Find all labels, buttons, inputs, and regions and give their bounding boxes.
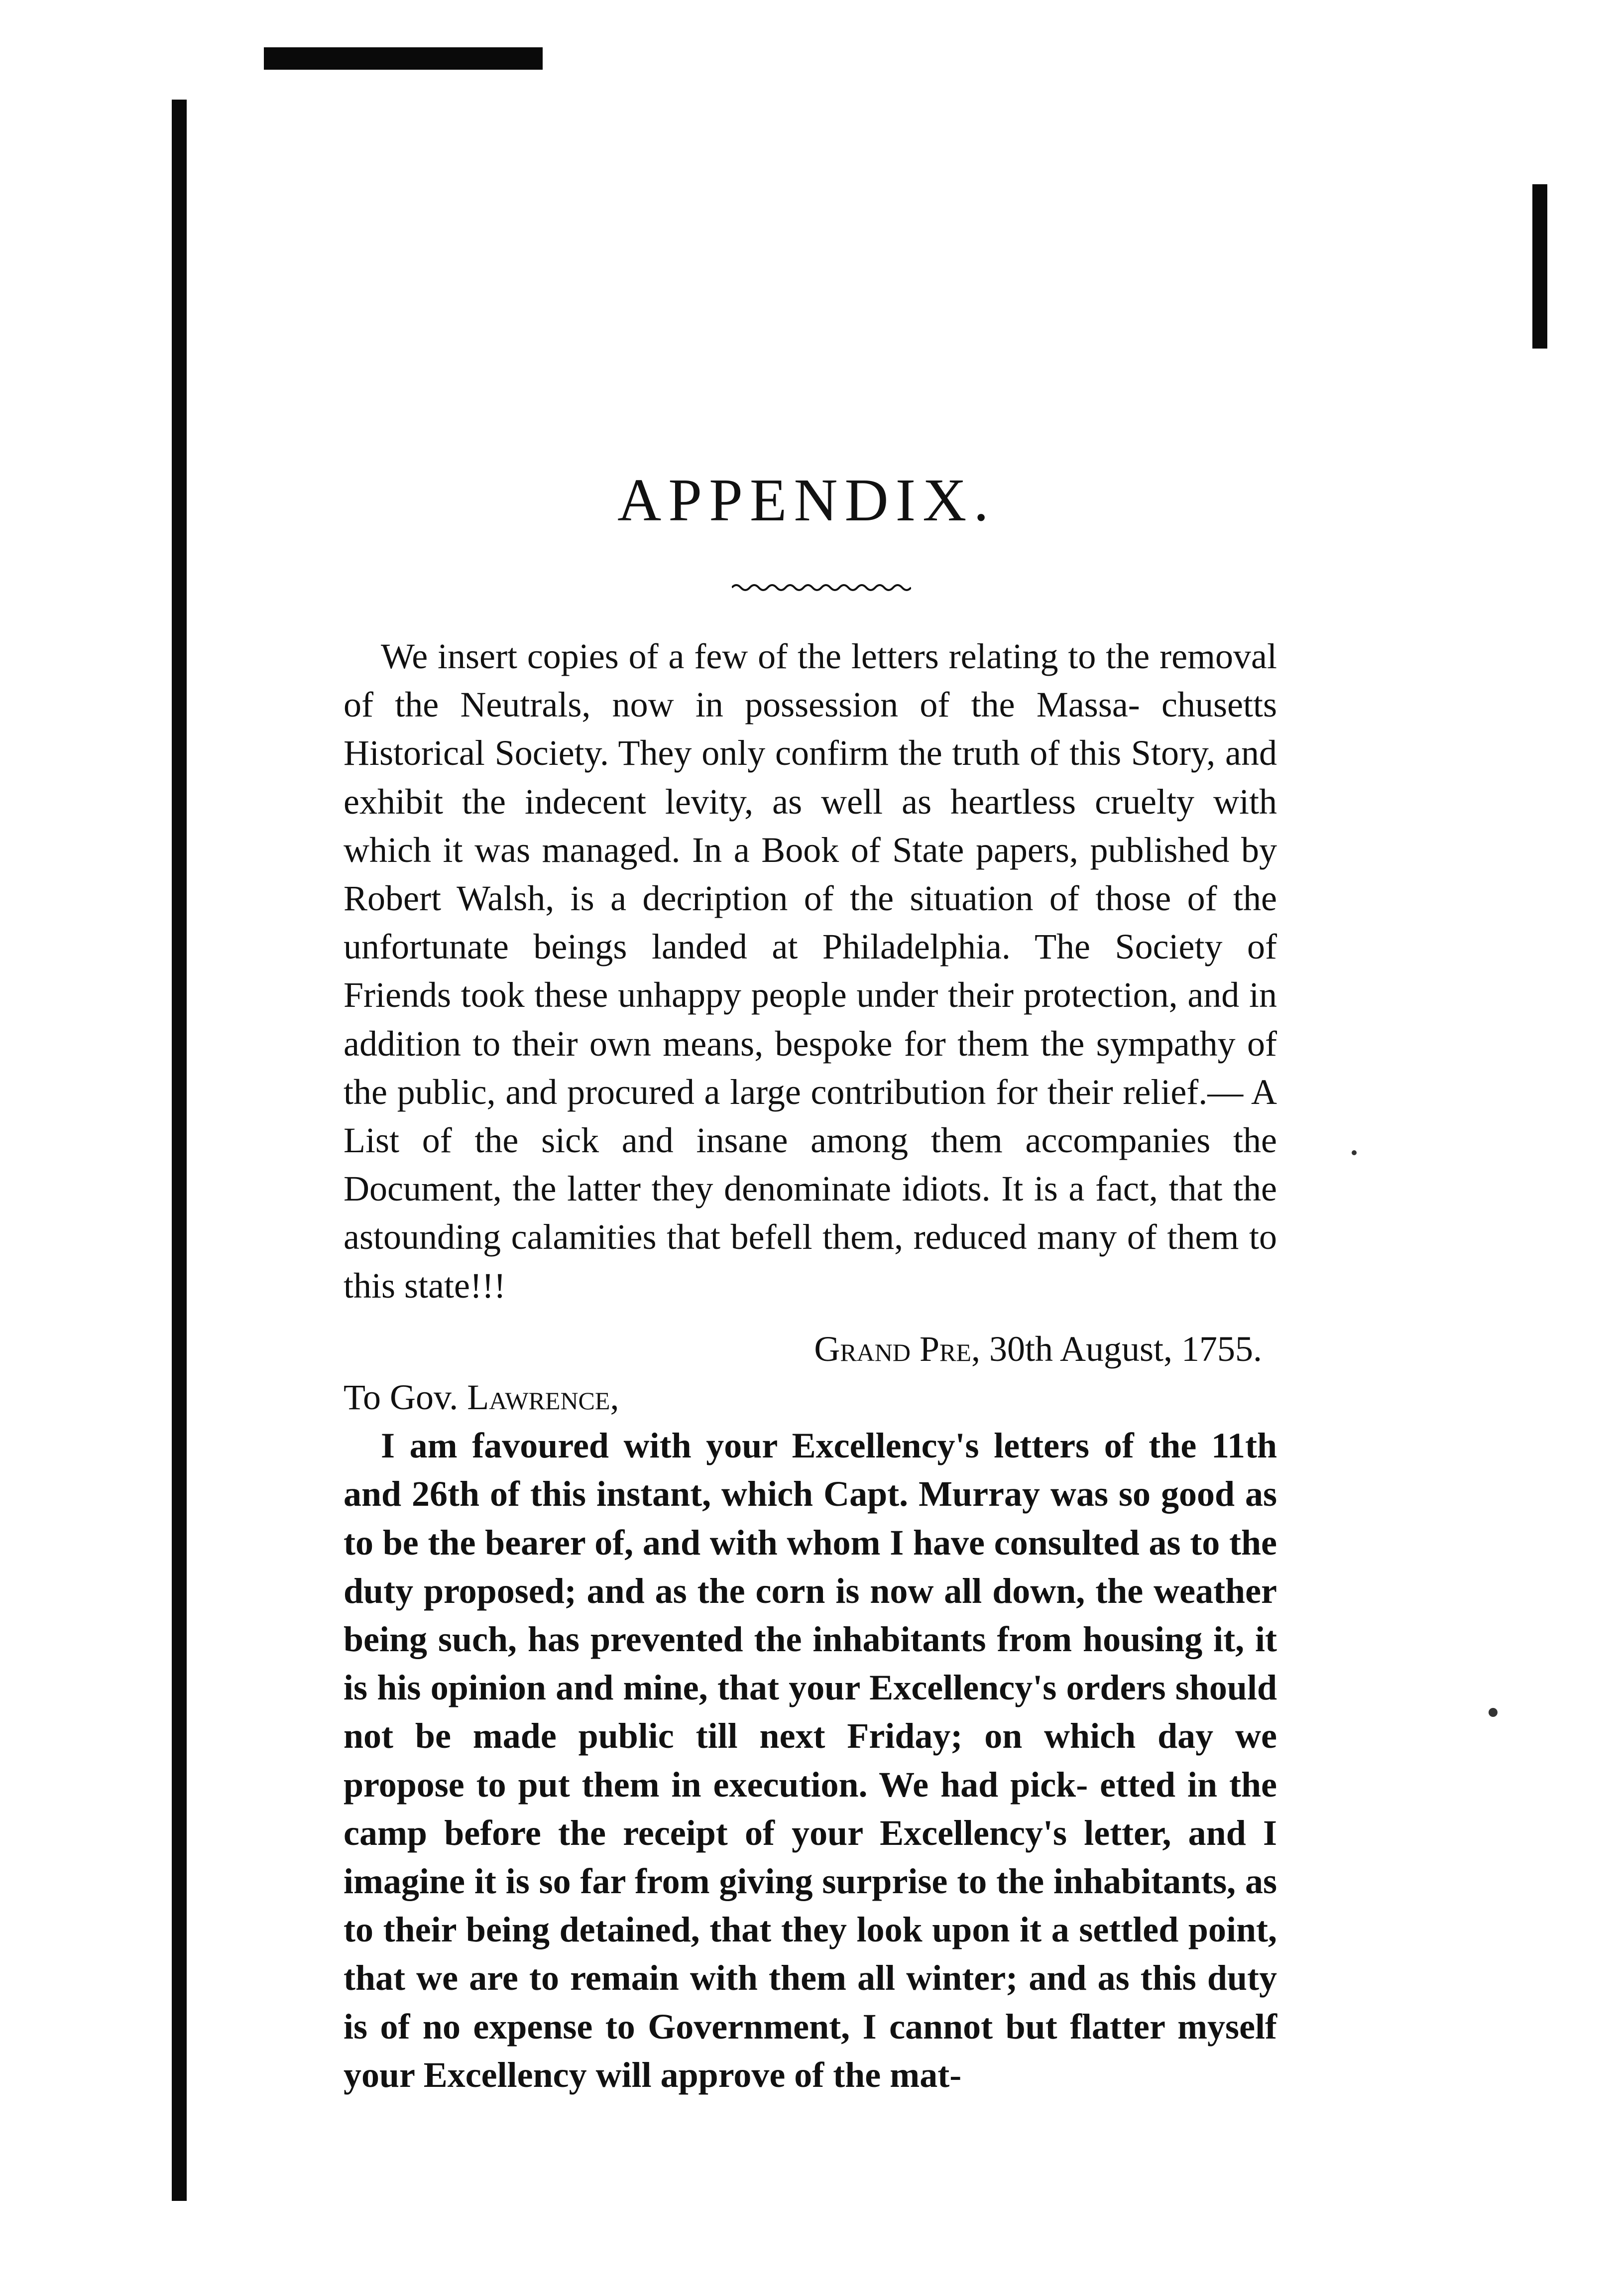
text-line: weather being such, has prevented the inhabitants from: [344, 1571, 1277, 1660]
text-line: unhappy people under their protection, and in addition to: [344, 975, 1277, 1064]
text-line: housing it, it is his opinion and mine, that your Excellency's: [344, 1619, 1277, 1708]
letter-salutation: [344, 1373, 1277, 1422]
letter-place: Grand Pre: [814, 1329, 971, 1369]
text-line: landed at Philadelphia. The Society of Friends took these: [344, 927, 1277, 1015]
letter-body: [344, 1422, 1277, 2099]
page-title: APPENDIX.: [617, 467, 996, 534]
salutation-name: Lawrence: [467, 1377, 610, 1418]
salutation-prefix: To Gov.: [344, 1377, 467, 1418]
speck: [1352, 1150, 1357, 1155]
wavy-rule-ornament: [732, 578, 911, 598]
text-line: day we propose to put them in execution. We had pick-: [344, 1716, 1277, 1805]
text-line: letter, and I imagine it is so far from giving surprise to the: [344, 1813, 1277, 1902]
text-line: of this Story, and exhibit the indecent levity, as well: [344, 733, 1277, 822]
text-line: removal of the Neutrals, now in possession of the Massa-: [344, 636, 1277, 725]
intro-paragraph: [344, 632, 1277, 1310]
text-line: chusetts Historical Society. They only confirm the truth: [344, 685, 1277, 773]
text-line: and as this duty is of no expense to Government, I cannot: [344, 1958, 1277, 2047]
speck: [1489, 1708, 1498, 1717]
text-line: Book of State papers, published by Robert Walsh, is a: [344, 830, 1277, 919]
binding-edge-shadow: [172, 100, 187, 2201]
text-line: orders should not be made public till next Friday; on which: [344, 1668, 1277, 1756]
text-line: it a settled point, that we are to remain with them all winter;: [344, 1910, 1277, 1998]
text-line: Document, the latter they denominate idiots. It is a fact,: [344, 1169, 1158, 1209]
text-line: as to be the bearer of, and with whom I have consulted as: [344, 1474, 1277, 1563]
letter: [344, 1325, 1277, 2099]
text-line: decription of the situation of those of the unfortunate beings: [344, 878, 1277, 967]
text-line: but flatter myself your Excellency will approve of the mat-: [344, 2006, 1277, 2095]
text-line: as heartless cruelty with which it was managed. In a: [344, 781, 1277, 870]
top-edge-mark: [264, 47, 543, 70]
text-line: their own means, bespoke for them the sympathy of the: [344, 1023, 1277, 1112]
text-line: and 26th of this instant, which Capt. Murray was so good: [344, 1474, 1235, 1514]
text-line: etted in the camp before the receipt of your Excellency's: [344, 1764, 1277, 1853]
letter-date: , 30th August, 1755.: [971, 1329, 1262, 1369]
letter-dateline: [344, 1325, 1277, 1373]
text-line: many of them to this state!!!: [344, 1217, 1277, 1306]
appendix-text: [344, 632, 1277, 2099]
text-line: that the astounding calamities that befell them, reduced: [344, 1169, 1277, 1257]
text-line: We insert copies of a few of the letters relating to the: [381, 636, 1150, 676]
right-edge-mark: [1532, 184, 1547, 349]
text-line: A List of the sick and insane among them accompanies the: [344, 1072, 1277, 1161]
text-line: inhabitants, as to their being detained, that they look upon: [344, 1861, 1277, 1950]
salutation-suffix: ,: [610, 1377, 619, 1418]
text-line: to the duty proposed; and as the corn is now all down, the: [344, 1522, 1277, 1611]
text-line: public, and procured a large contribution for their relief.—: [397, 1072, 1244, 1112]
text-line: I am favoured with your Excellency's letters of the 11th: [381, 1426, 1277, 1466]
